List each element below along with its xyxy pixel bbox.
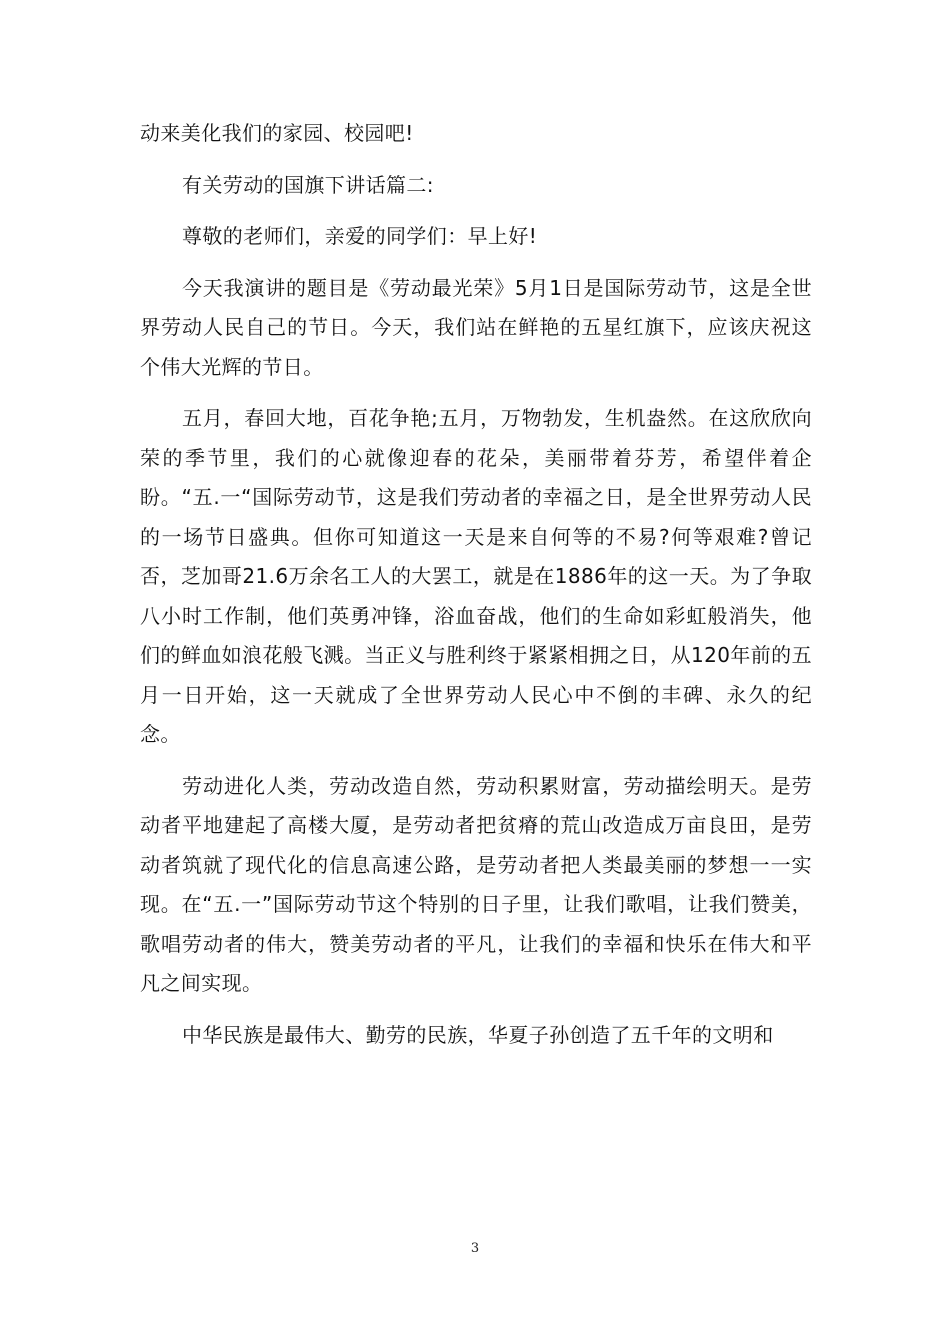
document-body — [140, 114, 812, 1067]
page-number: 3 — [470, 1241, 480, 1256]
paragraph-speech-topic: 今天我演讲的题目是《劳动最光荣》5月1日是国际劳动节，这是全世界劳动人民自己的节日。今天，我们站在鲜艳的五星红旗下，应该庆祝这个伟大光辉的节日。 — [140, 275, 812, 379]
paragraph-may-history: 五月，春回大地，百花争艳;五月，万物勃发，生机盎然。在这欣欣向荣的季节里，我们的心就像迎春的花朵，美丽带着芬芳，希望伴着企盼。“五.一“国际劳动节，这是我们劳动者的幸福之日，是全世界劳动人民的一场节日盛典。但你可知道这一天是来自何等的不易?何等艰难?曾记否，芝加哥21.6万余名工人的大罢工，就是在1886年的这一天。为了争取八小时工作制，他们英勇冲锋，浴血奋战，他们的生命如彩虹般消失，他们的鲜血如浪花般飞溅。当正义与胜利终于紧紧相拥之日，从120年前的五月一日开始，这一天就成了全世界劳动人民心中不倒的丰碑、永久的纪念。 — [140, 406, 812, 746]
salutation: 尊敬的老师们，亲爱的同学们：早上好! — [182, 224, 538, 248]
section-heading: 有关劳动的国旗下讲话篇二: — [182, 172, 434, 197]
paragraph-chinese-nation: 中华民族是最伟大、勤劳的民族，华夏子孙创造了五千年的文明和 — [182, 1022, 774, 1047]
paragraph-labor-praise: 劳动进化人类，劳动改造自然，劳动积累财富，劳动描绘明天。是劳动者平地建起了高楼大厦，是劳动者把贫瘠的荒山改造成万亩良田，是劳动者筑就了现代化的信息高速公路，是劳动者把人类最美丽的梦想一一实现。在“五.一”国际劳动节这个特别的日子里，让我们歌唱，让我们赞美，歌唱劳动者的伟大，赞美劳动者的平凡，让我们的幸福和快乐在伟大和平凡之间实现。 — [140, 773, 812, 995]
paragraph-continuation: 动来美化我们的家园、校园吧! — [140, 121, 414, 145]
